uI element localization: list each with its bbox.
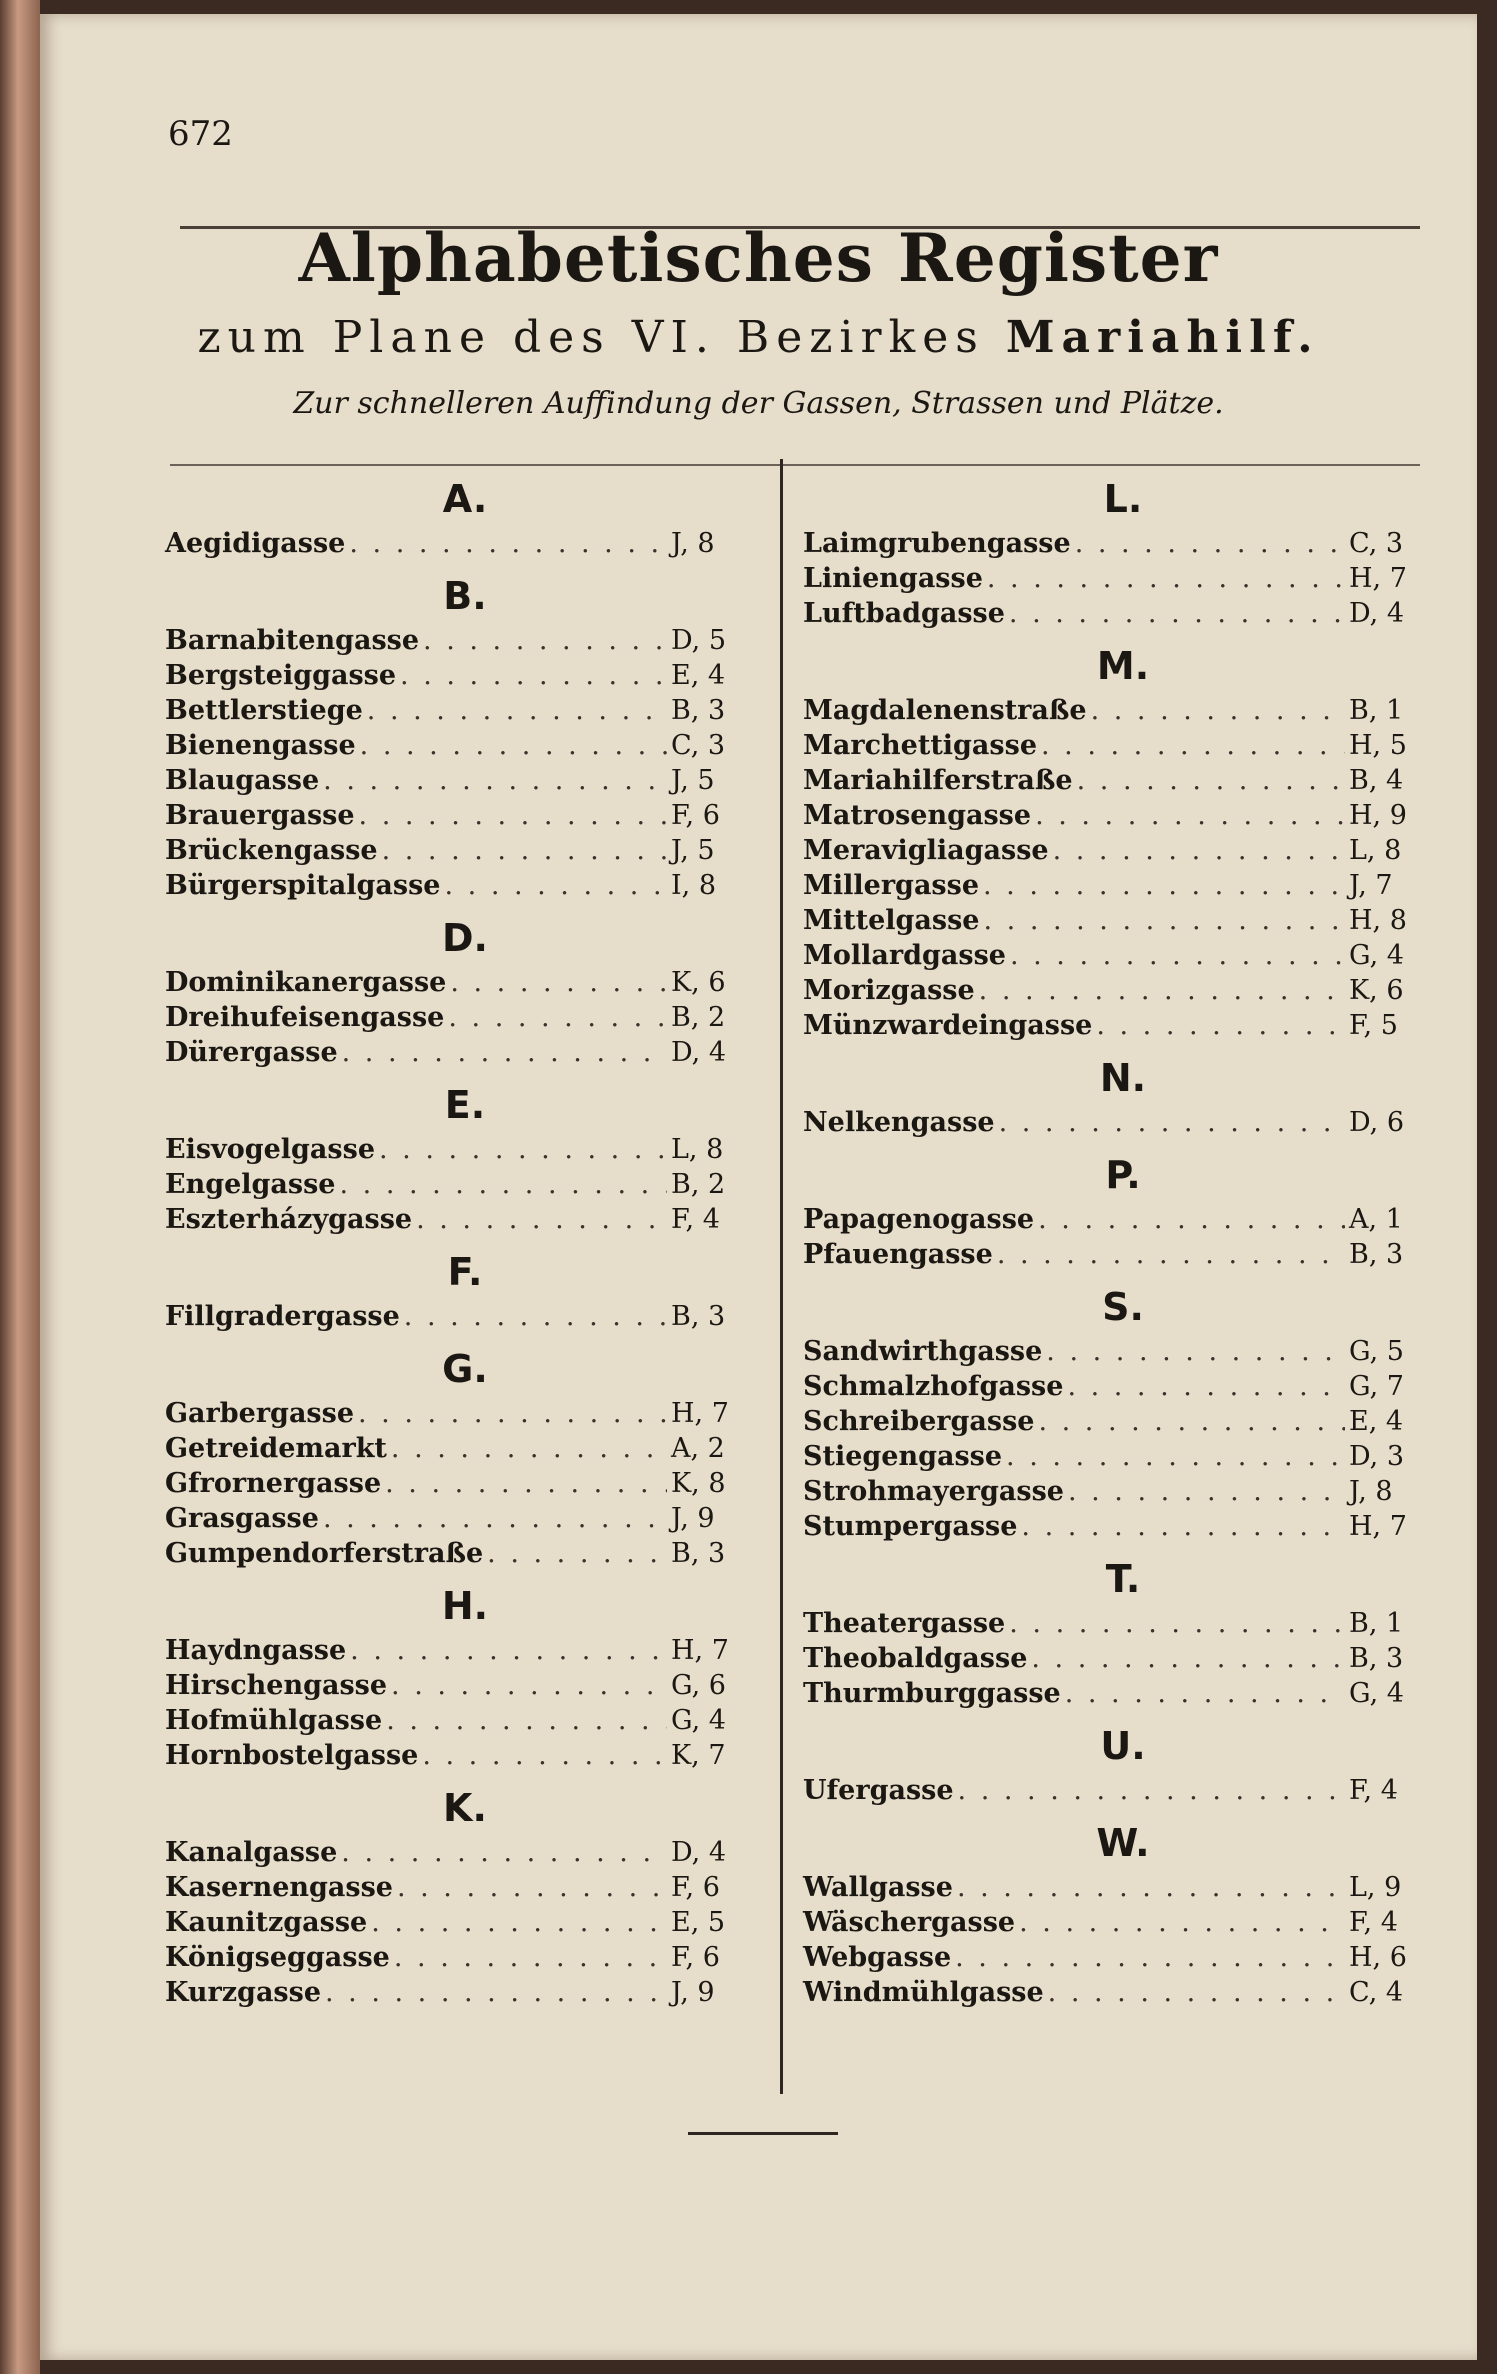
section-letter: W. [1096,1821,1150,1865]
street-name: Dürergasse [165,1037,338,1068]
grid-reference: L, 9 [1349,1872,1402,1903]
grid-reference: H, 8 [1349,905,1407,936]
register-entry [803,1474,1443,1509]
register-entry [803,526,1443,561]
grid-reference: G, 7 [1349,1371,1404,1402]
leader-dots [997,1237,1345,1272]
register-entry [803,693,1443,728]
grid-reference: B, 3 [671,1538,726,1569]
street-name: Theobaldgasse [803,1643,1028,1674]
leader-dots [422,1738,667,1773]
leader-dots [957,1870,1345,1905]
leader-dots [999,1105,1345,1140]
leader-dots [1031,1641,1345,1676]
grid-reference: F, 6 [671,800,720,831]
grid-reference: J, 5 [671,765,715,796]
grid-reference: B, 3 [1349,1239,1404,1270]
street-name: Bettlerstiege [165,695,363,726]
street-name: Kurzgasse [165,1977,322,2008]
street-name: Windmühlgasse [803,1977,1044,2008]
subtitle-prefix: zum Plane des VI. Bezirkes [197,312,985,363]
register-section [803,1280,1443,1544]
leader-dots [1009,596,1345,631]
grid-reference: E, 4 [671,660,726,691]
register-entry [165,965,765,1000]
leader-dots [350,1633,667,1668]
street-name: Dreihufeisengasse [165,1002,445,1033]
page-number: 672 [168,114,233,154]
register-entry [165,833,765,868]
grid-reference: J, 8 [671,528,715,559]
leader-dots [958,1773,1345,1808]
street-name: Theatergasse [803,1608,1006,1639]
register-entry [165,623,765,658]
leader-dots [379,1132,667,1167]
grid-reference: E, 4 [1349,1406,1404,1437]
leader-dots [1053,833,1345,868]
register-entry [803,1870,1443,1905]
leader-dots [444,868,667,903]
leader-dots [487,1536,667,1571]
grid-reference: J, 9 [671,1977,715,2008]
page-subtitle [40,312,1477,363]
register-section [803,472,1443,631]
leader-dots [1075,526,1345,561]
register-section [165,1245,765,1334]
street-name: Bürgerspitalgasse [165,870,441,901]
leader-dots [400,658,667,693]
register-entry [165,1132,765,1167]
leader-dots [1006,1439,1345,1474]
register-entry [165,1536,765,1571]
street-name: Webgasse [803,1942,952,1973]
leader-dots [1065,1676,1345,1711]
street-name: Eisvogelgasse [165,1134,376,1165]
street-name: Hirschengasse [165,1670,388,1701]
street-name: Engelgasse [165,1169,336,1200]
leader-dots [1035,798,1345,833]
street-name: Gfrornergasse [165,1468,382,1499]
register-entry [165,1000,765,1035]
register-entry [165,1466,765,1501]
register-section [165,911,765,1070]
grid-reference: J, 7 [1349,870,1393,901]
register-section [165,472,765,561]
register-entry [165,1501,765,1536]
street-name: Mollardgasse [803,940,1006,971]
grid-reference: F, 4 [1349,1775,1398,1806]
street-name: Garbergasse [165,1398,355,1429]
leader-dots [394,1940,667,1975]
book-binding-edge [0,0,40,2374]
leader-dots [397,1870,667,1905]
grid-reference: B, 2 [671,1169,726,1200]
register-entry [803,798,1443,833]
grid-reference: B, 3 [671,695,726,726]
street-name: Papagenogasse [803,1204,1035,1235]
leader-dots [1019,1905,1345,1940]
register-entry [803,1404,1443,1439]
grid-reference: J, 5 [671,835,715,866]
section-letter: E. [444,1083,486,1127]
register-entry [165,1703,765,1738]
leader-dots [382,833,667,868]
grid-reference: K, 7 [671,1740,726,1771]
grid-reference: D, 5 [671,625,727,656]
register-section [165,1078,765,1237]
section-letter: B. [443,574,487,618]
grid-reference: H, 5 [1349,730,1407,761]
register-entry [165,1905,765,1940]
grid-reference: D, 4 [1349,598,1405,629]
section-letter: S. [1102,1285,1144,1329]
street-name: Wäschergasse [803,1907,1016,1938]
grid-reference: G, 5 [1349,1336,1404,1367]
register-entry [165,1396,765,1431]
street-name: Königseggasse [165,1942,390,1973]
register-entry [803,763,1443,798]
grid-reference: H, 6 [1349,1942,1407,1973]
grid-reference: D, 4 [671,1037,727,1068]
register-entry [803,1940,1443,1975]
leader-dots [359,798,667,833]
leader-dots [448,1000,667,1035]
leader-dots [385,1466,667,1501]
leader-dots [1010,938,1345,973]
leader-dots [1041,728,1345,763]
grid-reference: G, 4 [1349,940,1404,971]
leader-dots [404,1299,667,1334]
register-entry [803,1105,1443,1140]
street-name: Liniengasse [803,563,983,594]
leader-dots [391,1431,667,1466]
street-name: Sandwirthgasse [803,1336,1043,1367]
grid-reference: F, 6 [671,1942,720,1973]
street-name: Hofmühlgasse [165,1705,383,1736]
register-section [803,1816,1443,2010]
section-letter: G. [442,1347,488,1391]
register-section [803,1051,1443,1140]
grid-reference: G, 4 [1349,1678,1404,1709]
register-entry [803,1676,1443,1711]
grid-reference: H, 7 [1349,1511,1407,1542]
register-entry [165,1431,765,1466]
street-name: Pfauengasse [803,1239,993,1270]
section-letter: F. [447,1250,483,1294]
leader-dots [323,1501,667,1536]
leader-dots [360,728,667,763]
leader-dots [979,973,1345,1008]
street-name: Bergsteiggasse [165,660,397,691]
leader-dots [450,965,667,1000]
grid-reference: G, 4 [671,1705,726,1736]
leader-dots [1068,1474,1345,1509]
register-entry [165,1668,765,1703]
grid-reference: K, 6 [671,967,726,998]
register-entry [803,1369,1443,1404]
street-name: Barnabitengasse [165,625,420,656]
street-name: Münzwardeingasse [803,1010,1093,1041]
grid-reference: D, 3 [1349,1441,1405,1472]
street-name: Millergasse [803,870,980,901]
grid-reference: D, 4 [671,1837,727,1868]
street-name: Eszterházygasse [165,1204,413,1235]
grid-reference: G, 6 [671,1670,726,1701]
street-name: Mittelgasse [803,905,980,936]
leader-dots [391,1668,667,1703]
register-entry [803,833,1443,868]
street-name: Nelkengasse [803,1107,995,1138]
grid-reference: L, 8 [1349,835,1402,866]
street-name: Dominikanergasse [165,967,447,998]
street-name: Wallgasse [803,1872,953,1903]
leader-dots [342,1035,667,1070]
street-name: Laimgrubengasse [803,528,1071,559]
street-name: Hornbostelgasse [165,1740,419,1771]
register-entry [165,658,765,693]
page-title: Alphabetisches Register [298,219,1219,297]
grid-reference: F, 4 [1349,1907,1398,1938]
register-entry [803,728,1443,763]
grid-reference: J, 9 [671,1503,715,1534]
leader-dots [1021,1509,1345,1544]
street-name: Stumpergasse [803,1511,1018,1542]
street-name: Blaugasse [165,765,320,796]
register-section [803,1719,1443,1808]
leader-dots [1009,1606,1345,1641]
street-name: Magdalenenstraße [803,695,1087,726]
leader-dots [1038,1404,1345,1439]
register-section [803,1148,1443,1272]
register-entry [165,798,765,833]
footer-rule [688,2132,838,2135]
register-entry [803,1641,1443,1676]
register-entry [165,1035,765,1070]
grid-reference: F, 4 [671,1204,720,1235]
leader-dots [983,903,1345,938]
register-entry [803,1606,1443,1641]
leader-dots [323,763,667,798]
register-entry [803,938,1443,973]
register-entry [165,763,765,798]
book-page [40,14,1477,2360]
street-name: Thurmburggasse [803,1678,1061,1709]
register-entry [165,1835,765,1870]
street-name: Stiegengasse [803,1441,1003,1472]
register-entry [803,1237,1443,1272]
grid-reference: F, 5 [1349,1010,1398,1041]
street-name: Mariahilferstraße [803,765,1073,796]
leader-dots [416,1202,667,1237]
register-entry [165,868,765,903]
street-name: Strohmayergasse [803,1476,1064,1507]
section-letter: N. [1099,1056,1147,1100]
grid-reference: J, 8 [1349,1476,1393,1507]
register-section [165,1579,765,1773]
grid-reference: H, 7 [671,1398,729,1429]
street-name: Matrosengasse [803,800,1032,831]
register-entry [803,1202,1443,1237]
leader-dots [1067,1369,1345,1404]
register-entry [165,1202,765,1237]
section-letter: H. [441,1584,489,1628]
street-name: Ufergasse [803,1775,954,1806]
street-name: Kasernengasse [165,1872,393,1903]
register-entry [165,1299,765,1334]
grid-reference: C, 3 [1349,528,1404,559]
leader-dots [987,561,1345,596]
register-entry [165,1738,765,1773]
register-entry [803,1905,1443,1940]
grid-reference: L, 8 [671,1134,724,1165]
subtitle-district: Mariahilf. [1005,312,1320,363]
section-letter: U. [1100,1724,1146,1768]
register-entry [165,1870,765,1905]
grid-reference: D, 6 [1349,1107,1405,1138]
leader-dots [341,1835,667,1870]
street-name: Meravigliagasse [803,835,1049,866]
leader-dots [983,868,1345,903]
section-letter: D. [442,916,488,960]
street-name: Kaunitzgasse [165,1907,368,1938]
section-letter: T. [1105,1557,1141,1601]
register-entry [165,693,765,728]
leader-dots [1046,1334,1345,1369]
leader-dots [367,693,667,728]
register-section [165,1342,765,1571]
register-left-column [165,464,765,2010]
grid-reference: K, 8 [671,1468,726,1499]
leader-dots [325,1975,667,2010]
street-name: Brauergasse [165,800,355,831]
grid-reference: I, 8 [671,870,717,901]
street-name: Kanalgasse [165,1837,338,1868]
leader-dots [1038,1202,1345,1237]
grid-reference: A, 1 [1349,1204,1403,1235]
register-entry [803,596,1443,631]
page-subsubtitle: Zur schnelleren Auffindung der Gassen, Strassen und Plätze. [293,386,1224,421]
register-section [803,639,1443,1043]
register-entry [803,1773,1443,1808]
street-name: Grasgasse [165,1503,319,1534]
leader-dots [1048,1975,1345,2010]
street-name: Getreidemarkt [165,1433,387,1464]
street-name: Bienengasse [165,730,356,761]
section-letter: A. [442,477,488,521]
grid-reference: C, 3 [671,730,726,761]
grid-reference: F, 6 [671,1872,720,1903]
street-name: Brückengasse [165,835,378,866]
register-entry [803,1439,1443,1474]
register-entry [803,868,1443,903]
leader-dots [349,526,667,561]
grid-reference: B, 2 [671,1002,726,1033]
register-entry [803,903,1443,938]
street-name: Haydngasse [165,1635,347,1666]
column-divider [780,459,783,2094]
register-entry [165,1167,765,1202]
register-entry [803,973,1443,1008]
section-letter: P. [1105,1153,1141,1197]
leader-dots [955,1940,1345,1975]
grid-reference: A, 2 [671,1433,725,1464]
section-letter: M. [1096,644,1150,688]
street-name: Morizgasse [803,975,975,1006]
register-entry [165,728,765,763]
street-name: Luftbadgasse [803,598,1005,629]
leader-dots [423,623,667,658]
register-entry [803,1008,1443,1043]
register-right-column [803,464,1443,2010]
grid-reference: B, 3 [671,1301,726,1332]
register-entry [803,1975,1443,2010]
leader-dots [1091,693,1345,728]
register-entry [803,1509,1443,1544]
register-section [165,1781,765,2010]
register-entry [165,1940,765,1975]
register-entry [803,561,1443,596]
leader-dots [386,1703,667,1738]
street-name: Gumpendorferstraße [165,1538,484,1569]
register-section [803,1552,1443,1711]
grid-reference: H, 7 [1349,563,1407,594]
register-entry [165,1975,765,2010]
grid-reference: B, 4 [1349,765,1404,796]
section-letter: L. [1103,477,1143,521]
leader-dots [371,1905,667,1940]
street-name: Marchettigasse [803,730,1038,761]
grid-reference: H, 7 [671,1635,729,1666]
street-name: Fillgradergasse [165,1301,400,1332]
grid-reference: B, 3 [1349,1643,1404,1674]
grid-reference: H, 9 [1349,800,1407,831]
section-letter: K. [443,1786,487,1830]
register-entry [165,526,765,561]
grid-reference: K, 6 [1349,975,1404,1006]
register-entry [803,1334,1443,1369]
grid-reference: E, 5 [671,1907,726,1938]
grid-reference: B, 1 [1349,695,1404,726]
grid-reference: C, 4 [1349,1977,1404,2008]
grid-reference: B, 1 [1349,1608,1404,1639]
leader-dots [358,1396,667,1431]
register-entry [165,1633,765,1668]
street-name: Schmalzhofgasse [803,1371,1064,1402]
street-name: Aegidigasse [165,528,346,559]
leader-dots [339,1167,667,1202]
leader-dots [1077,763,1345,798]
leader-dots [1096,1008,1345,1043]
street-name: Schreibergasse [803,1406,1035,1437]
register-section [165,569,765,903]
